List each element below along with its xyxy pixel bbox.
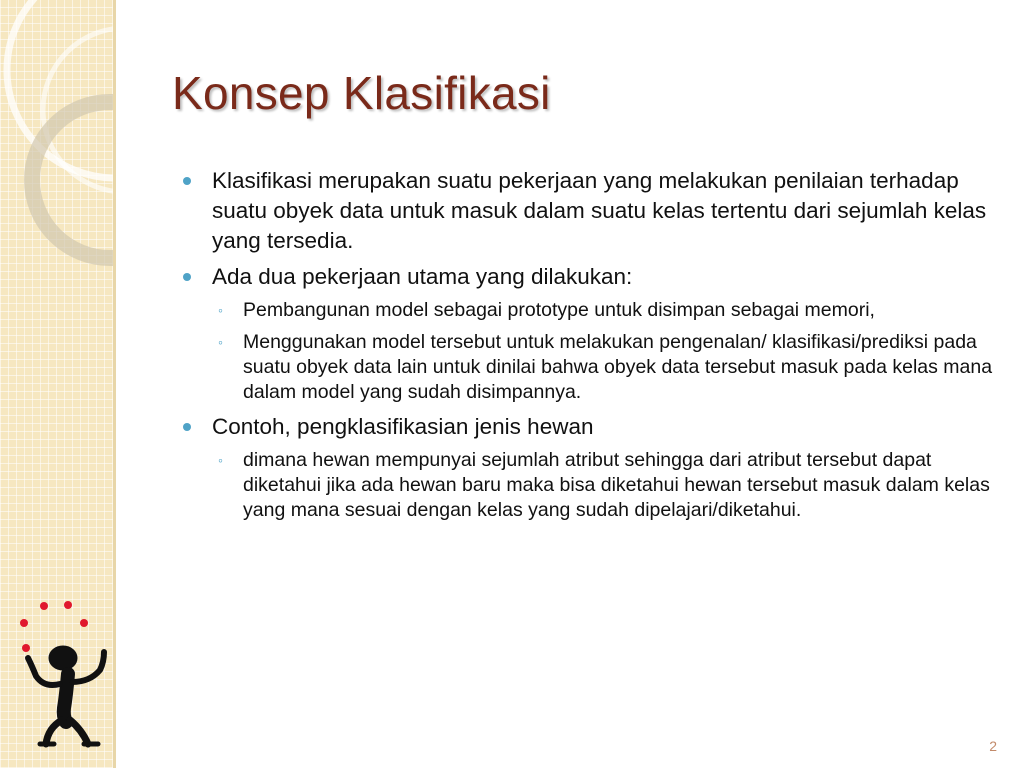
sidebar-pattern [0,0,113,768]
sub-bullet-item [183,298,998,323]
bullet-item [183,166,998,256]
juggler-icon [8,596,113,756]
page-number: 2 [989,738,997,754]
bullet-item [183,412,998,442]
bullet-text: dimana hewan mempunyai sejumlah atribut sehingga dari atribut tersebut dapat diketahui jika ada hewan baru maka bisa diketahui hewan tersebut masuk dalam kelas yang mana sesuai dengan kelas yang sudah dipelajari/diketahui. [243,449,990,521]
bullet-dot-icon [183,273,191,281]
sidebar-divider [113,0,116,768]
bullet-text: Menggunakan model tersebut untuk melakukan pengenalan/ klasifikasi/prediksi pada suatu obyek data lain untuk dinilai bahwa obyek data tersebut masuk pada kelas mana dalam model yang sudah disimpannya. [243,331,993,403]
bullet-dot-icon [183,423,191,431]
slide-title: Konsep Klasifikasi [172,67,551,119]
bullet-text: Pembangunan model sebagai prototype untuk disimpan sebagai memori, [243,299,875,321]
ring-1 [7,0,113,178]
sub-bullet-item [183,330,998,405]
bullet-circle-icon: ◦ [218,452,223,468]
slide-content [183,166,998,530]
bullet-item [183,262,998,292]
sub-bullet-item [183,448,998,523]
bullet-text: Klasifikasi merupakan suatu pekerjaan yang melakukan penilaian terhadap suatu obyek data untuk masuk dalam suatu kelas tertentu dari sejumlah kelas yang tersedia. [212,168,987,253]
bullet-circle-icon: ◦ [218,334,223,350]
bullet-text: Ada dua pekerjaan utama yang dilakukan: [212,264,633,289]
bullet-text: Contoh, pengklasifikasian jenis hewan [212,414,594,439]
bullet-circle-icon: ◦ [218,302,223,318]
bullet-dot-icon [183,177,191,185]
